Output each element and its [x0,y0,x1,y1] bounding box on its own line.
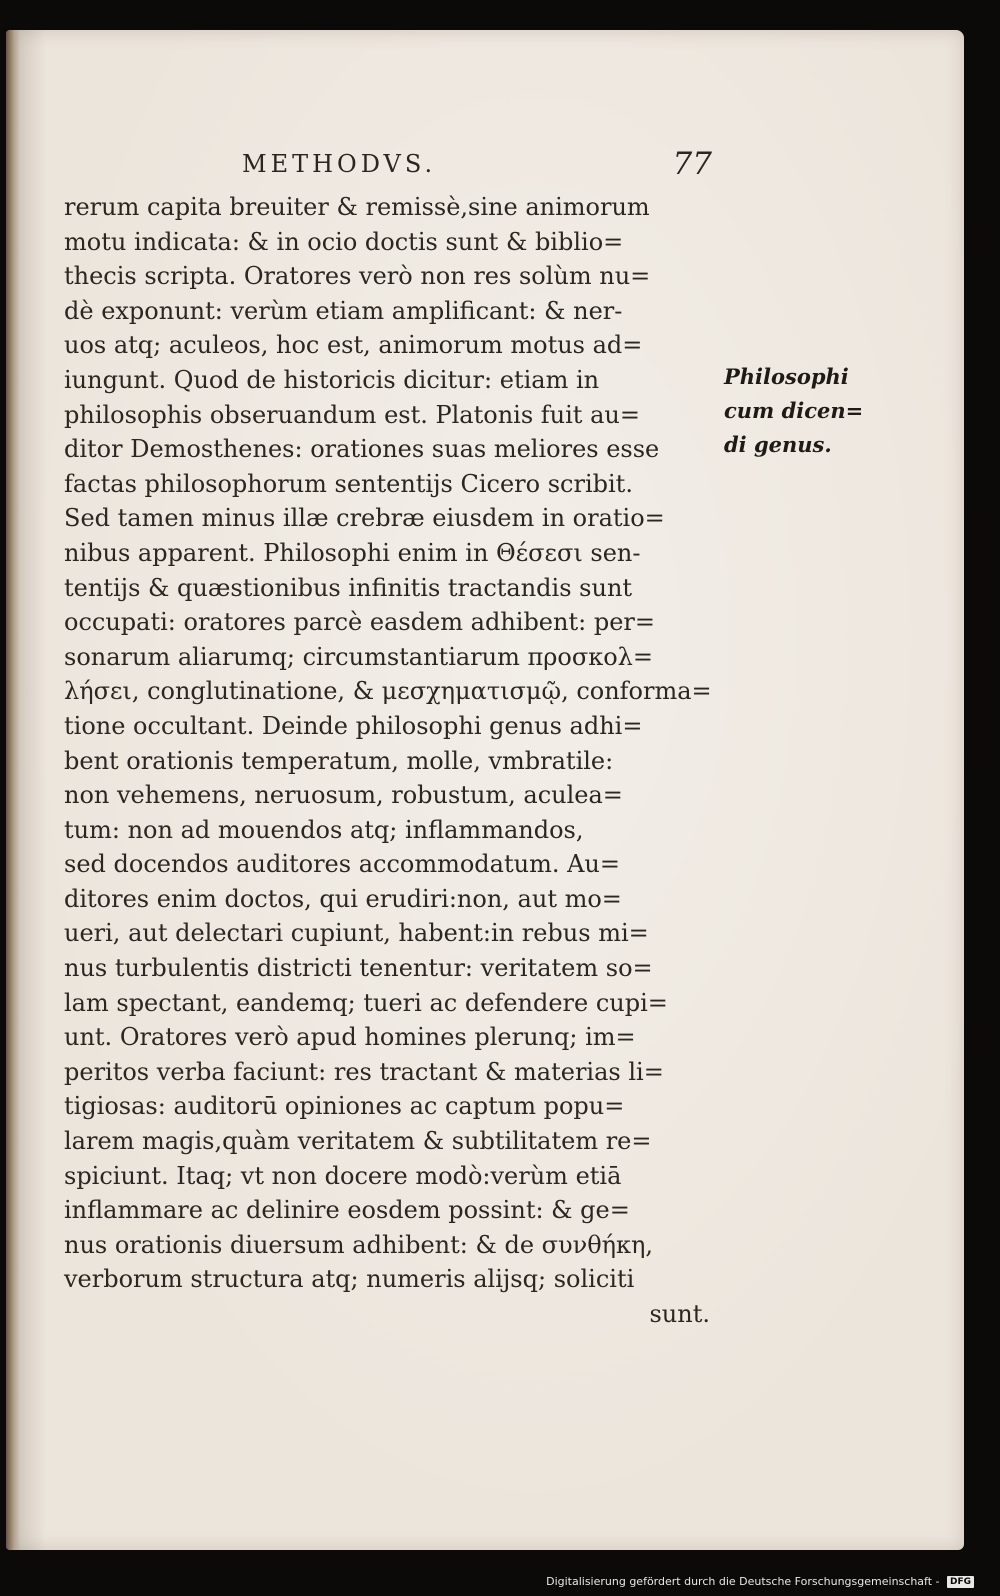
text-line: tigiosas: auditorū opiniones ac captum popu= [64,1092,625,1121]
text-line: non vehemens, neruosum, robustum, aculea= [64,781,623,810]
text-line: dè exponunt: verùm etiam amplificant: & ner- [64,296,623,325]
text-line: iungunt. Quod de historicis dicitur: etiam in [64,365,600,394]
text-line: nibus apparent. Philosophi enim in Θέσεσι sen- [64,538,641,567]
text-line: occupati: oratores parcè easdem adhibent: per= [64,608,655,637]
text-line: ditores enim doctos, qui erudiri:non, aut mo= [64,884,622,913]
page-gutter-shadow [6,30,20,1550]
text-line: sunt. [649,1300,710,1328]
text-line: tum: non ad mouendos atq; inflammandos, [64,815,584,844]
text-line: nus turbulentis districti tenentur: veritatem so= [64,954,653,983]
text-line: lam spectant, eandemq; tueri ac defendere cupi= [64,988,668,1017]
text-line: uos atq; aculeos, hoc est, animorum motus ad= [64,331,643,360]
text-line: larem magis,quàm veritatem & subtilitatem re= [64,1127,652,1156]
book-page [6,30,964,1550]
text-line: nus orationis diuersum adhibent: & de συνθήκη, [64,1230,654,1259]
text-line: verborum structura atq; numeris alijsq; soliciti [64,1265,635,1294]
text-line: thecis scripta. Oratores verò non res solùm nu= [64,262,651,291]
text-line: λήσει, conglutinatione, & μεσχηματισμῷ, conforma= [64,677,712,706]
dfg-logo: DFG [947,1576,974,1588]
text-line: bent orationis temperatum, molle, vmbratile: [64,746,614,775]
text-line: factas philosophorum sententijs Cicero scribit. [64,469,633,498]
text-line: sed docendos auditores accommodatum. Au= [64,850,620,879]
running-head [242,146,712,190]
text-line: spiciunt. Itaq; vt non docere modò:verùm etiā [64,1161,622,1190]
text-line: inflammare ac delinire eosdem possint: & ge= [64,1196,630,1225]
text-line: rerum capita breuiter & remissè,sine animorum [64,193,650,221]
text-line: motu indicata: & in ocio doctis sunt & biblio= [64,227,624,256]
margin-note-line: Philosophi [724,364,849,389]
page-number: 77 [672,146,712,182]
text-line: sonarum aliarumq; circumstantiarum προσκολ= [64,642,653,671]
text-line: ueri, aut delectari cupiunt, habent:in rebus mi= [64,919,649,948]
body-text [64,190,744,1332]
text-line: tione occultant. Deinde philosophi genus adhi= [64,711,643,740]
text-line: tentijs & quæstionibus infinitis tractandis sunt [64,573,633,602]
text-line: peritos verba faciunt: res tractant & materias li= [64,1057,664,1086]
text-line: Sed tamen minus illæ crebræ eiusdem in oratio= [64,504,665,533]
margin-note-line: cum dicen= [724,398,864,423]
margin-note [724,360,864,462]
text-line: philosophis obseruandum est. Platonis fuit au= [64,400,640,429]
text-line: unt. Oratores verò apud homines plerunq; im= [64,1023,636,1052]
margin-note-line: di genus. [724,432,832,457]
digitization-credit [546,1575,974,1588]
text-line: ditor Demosthenes: orationes suas meliores esse [64,435,660,464]
running-title: METHODVS. [242,150,437,178]
credit-text: Digitalisierung gefördert durch die Deutsche Forschungsgemeinschaft - [546,1575,940,1588]
